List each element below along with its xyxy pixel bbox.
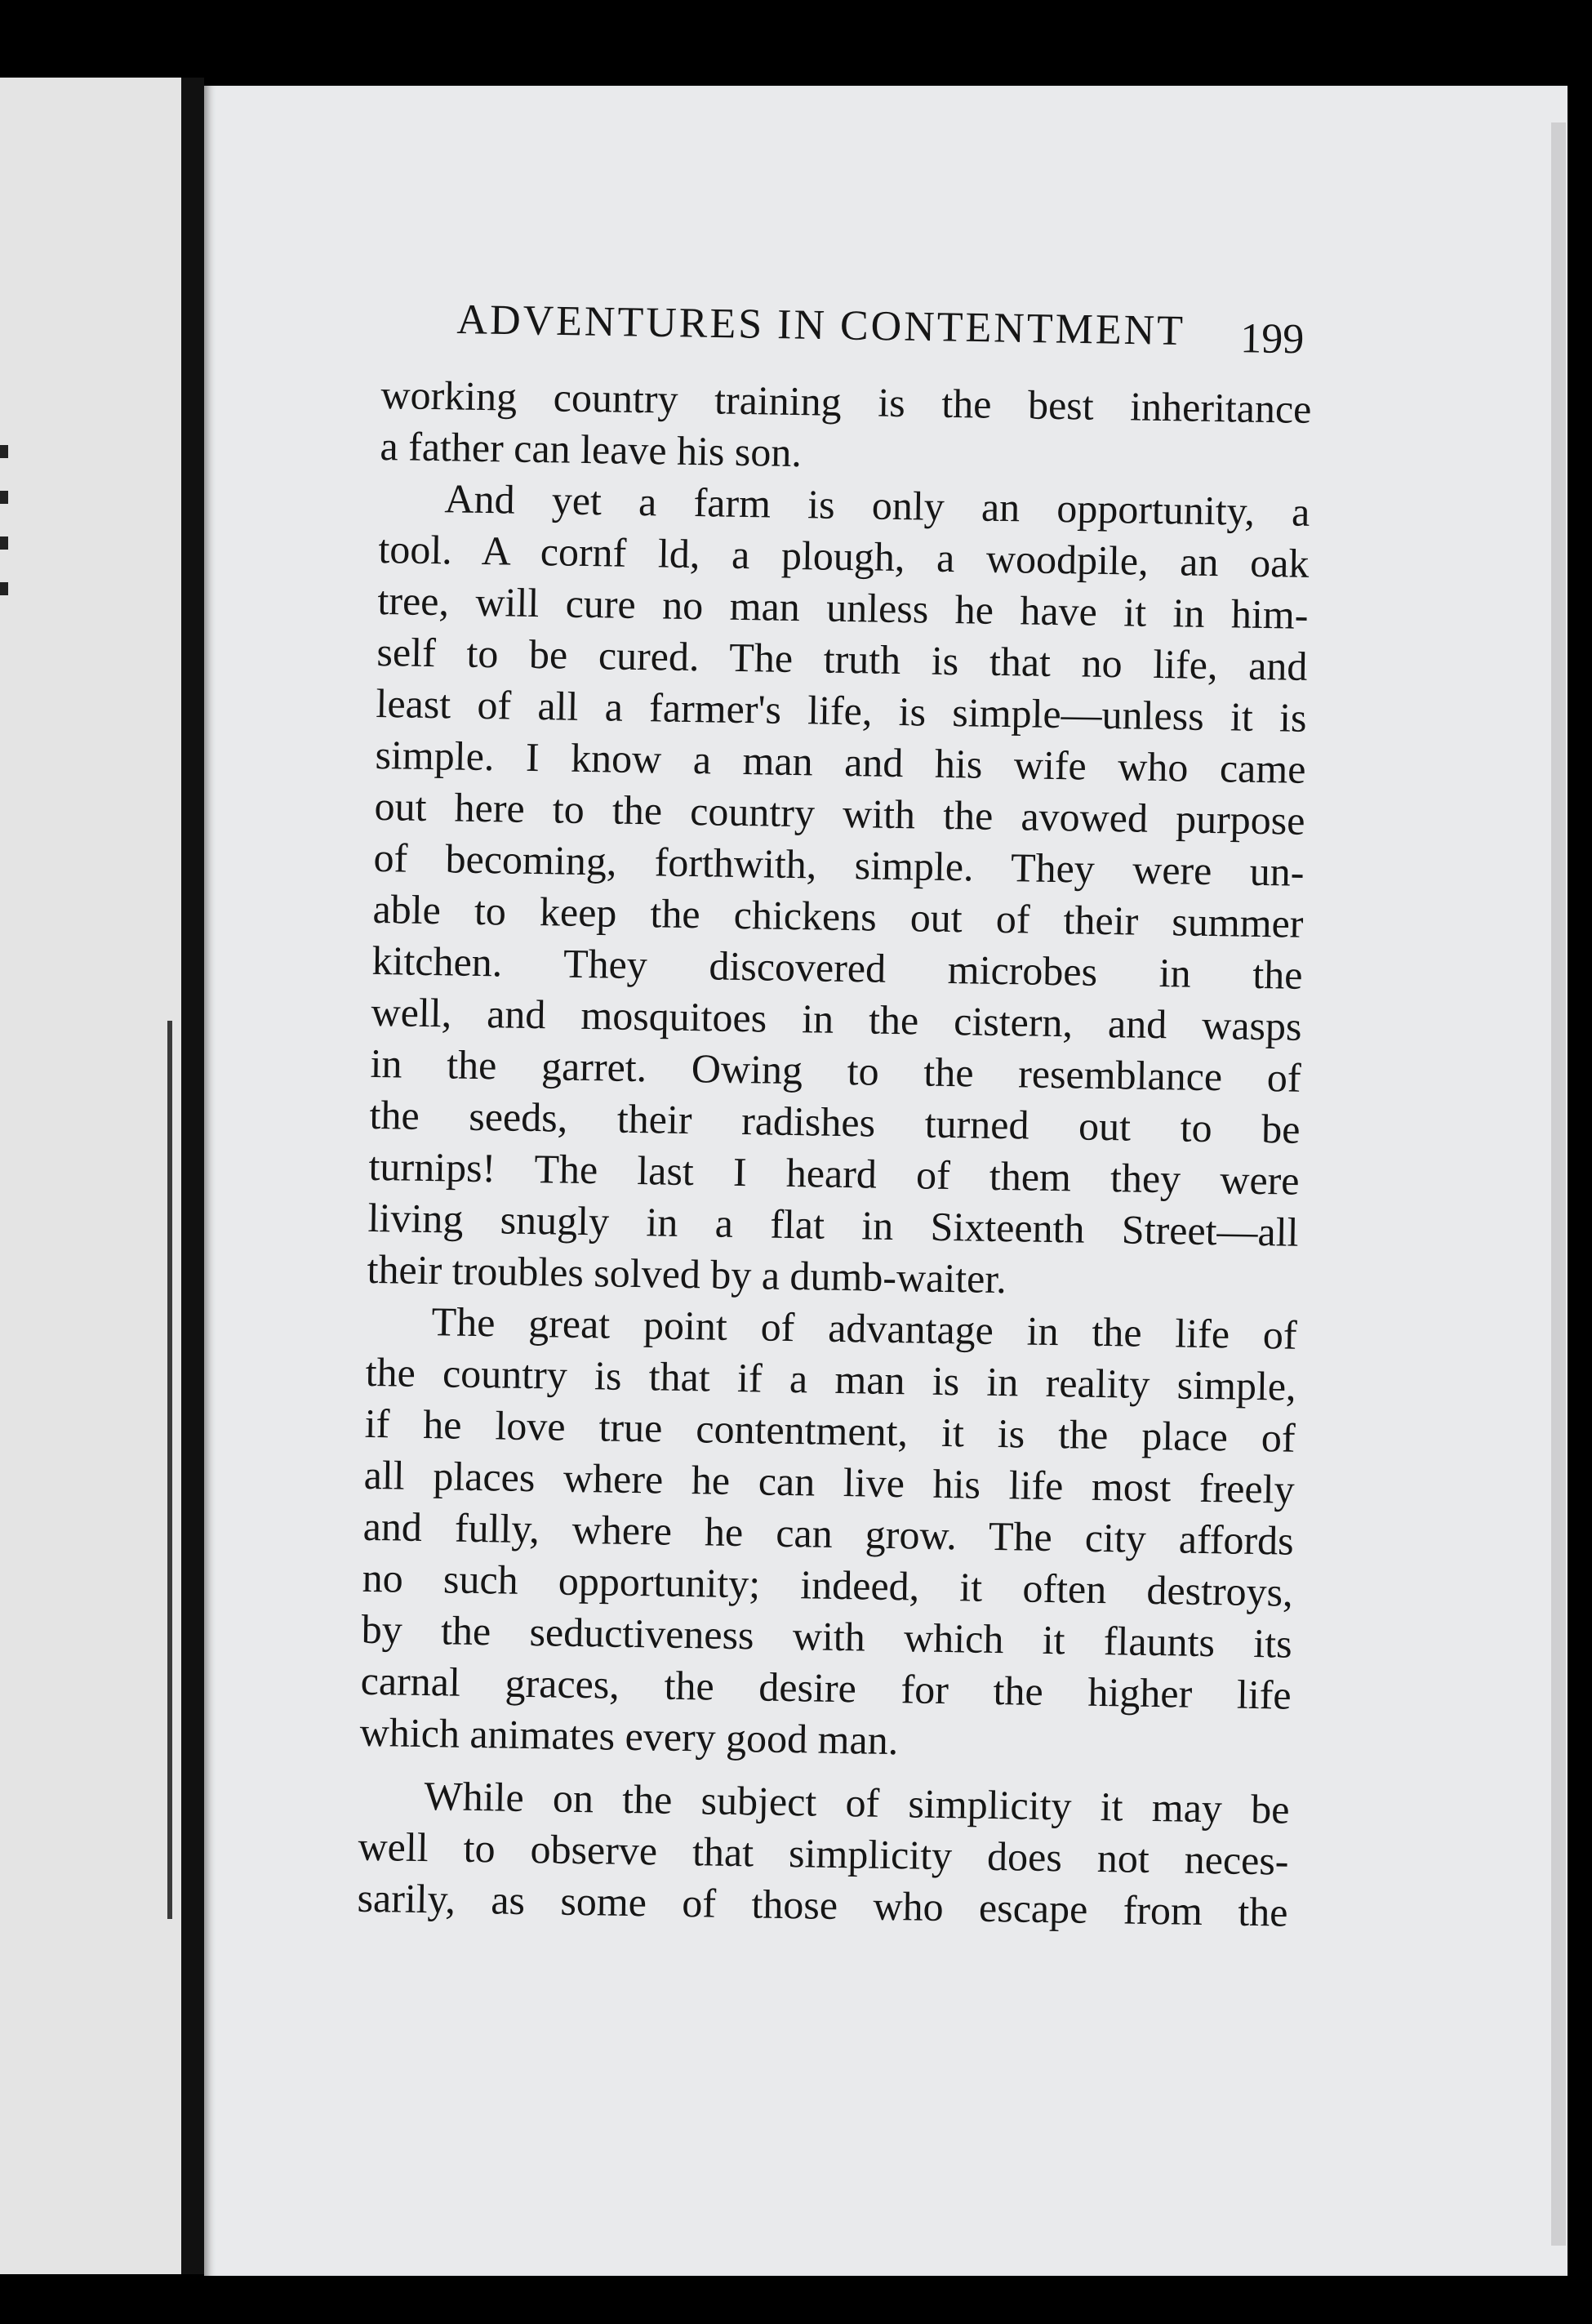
facing-page-edge xyxy=(0,78,181,2274)
text-line: well, and mosquitoes in the cistern, and wasps xyxy=(371,988,1302,1049)
running-head: ADVENTURES IN CONTENTMENT xyxy=(456,296,1186,355)
text-line: of becoming, forthwith, simple. They were un- xyxy=(373,834,1305,895)
text-line: turnips! The last I heard of them they were xyxy=(368,1142,1300,1204)
page-number: 199 xyxy=(1239,315,1305,363)
text-line: a father can leave his son. xyxy=(380,422,803,476)
text-line: working country training is the best inheritance xyxy=(380,371,1312,432)
text-line: The great point of advantage in the life of xyxy=(431,1298,1298,1358)
text-line: the country is that if a man is in reality simple, xyxy=(365,1348,1297,1409)
text-line: self to be cured. The truth is that no life, and xyxy=(376,628,1308,689)
text-line: simple. I know a man and his wife who came xyxy=(375,731,1306,792)
text-line: able to keep the chickens out of their summer xyxy=(372,885,1304,946)
text-line: well to observe that simplicity does not neces- xyxy=(358,1823,1289,1884)
text-line: least of all a farmer's life, is simple—unless it is xyxy=(376,679,1307,741)
text-line: kitchen. They discovered microbes in the xyxy=(371,937,1303,998)
text-line: tool. A cornf ld, a plough, a woodpile, an oak xyxy=(378,525,1310,586)
text-line: living snugly in a flat in Sixteenth Street—all xyxy=(367,1194,1299,1255)
text-line: the seeds, their radishes turned out to be xyxy=(369,1091,1301,1152)
text-line: carnal graces, the desire for the higher life xyxy=(360,1657,1292,1718)
text-line: sarily, as some of those who escape from the xyxy=(357,1874,1288,1935)
text-line: out here to the country with the avowed purpose xyxy=(374,782,1305,844)
text-line: and fully, where he can grow. The city affords xyxy=(362,1503,1295,1564)
text-line: And yet a farm is only an opportunity, a xyxy=(444,475,1310,535)
text-line: which animates every good man. xyxy=(359,1708,899,1764)
text-line: tree, will cure no man unless he have it in him- xyxy=(377,577,1309,638)
text-line: their troubles solved by a dumb-waiter. xyxy=(367,1245,1007,1302)
page-body-text xyxy=(357,369,1312,1939)
text-line: by the seductiveness with which it flaunts its xyxy=(361,1605,1293,1667)
text-line: all places where he can live his life most freely xyxy=(363,1451,1296,1512)
gutter-shadow-line xyxy=(167,1021,172,1919)
page-header xyxy=(456,296,1314,374)
text-line: no such opportunity; indeed, it often destroys, xyxy=(362,1554,1294,1615)
facing-page-text-fragments xyxy=(0,445,11,690)
text-line: While on the subject of simplicity it may be xyxy=(424,1773,1290,1832)
text-line: if he love true contentment, it is the place of xyxy=(364,1400,1296,1461)
book-gutter xyxy=(181,78,204,2274)
text-line: in the garret. Owing to the resemblance of xyxy=(370,1040,1301,1101)
page-right-edge xyxy=(1551,122,1566,2246)
